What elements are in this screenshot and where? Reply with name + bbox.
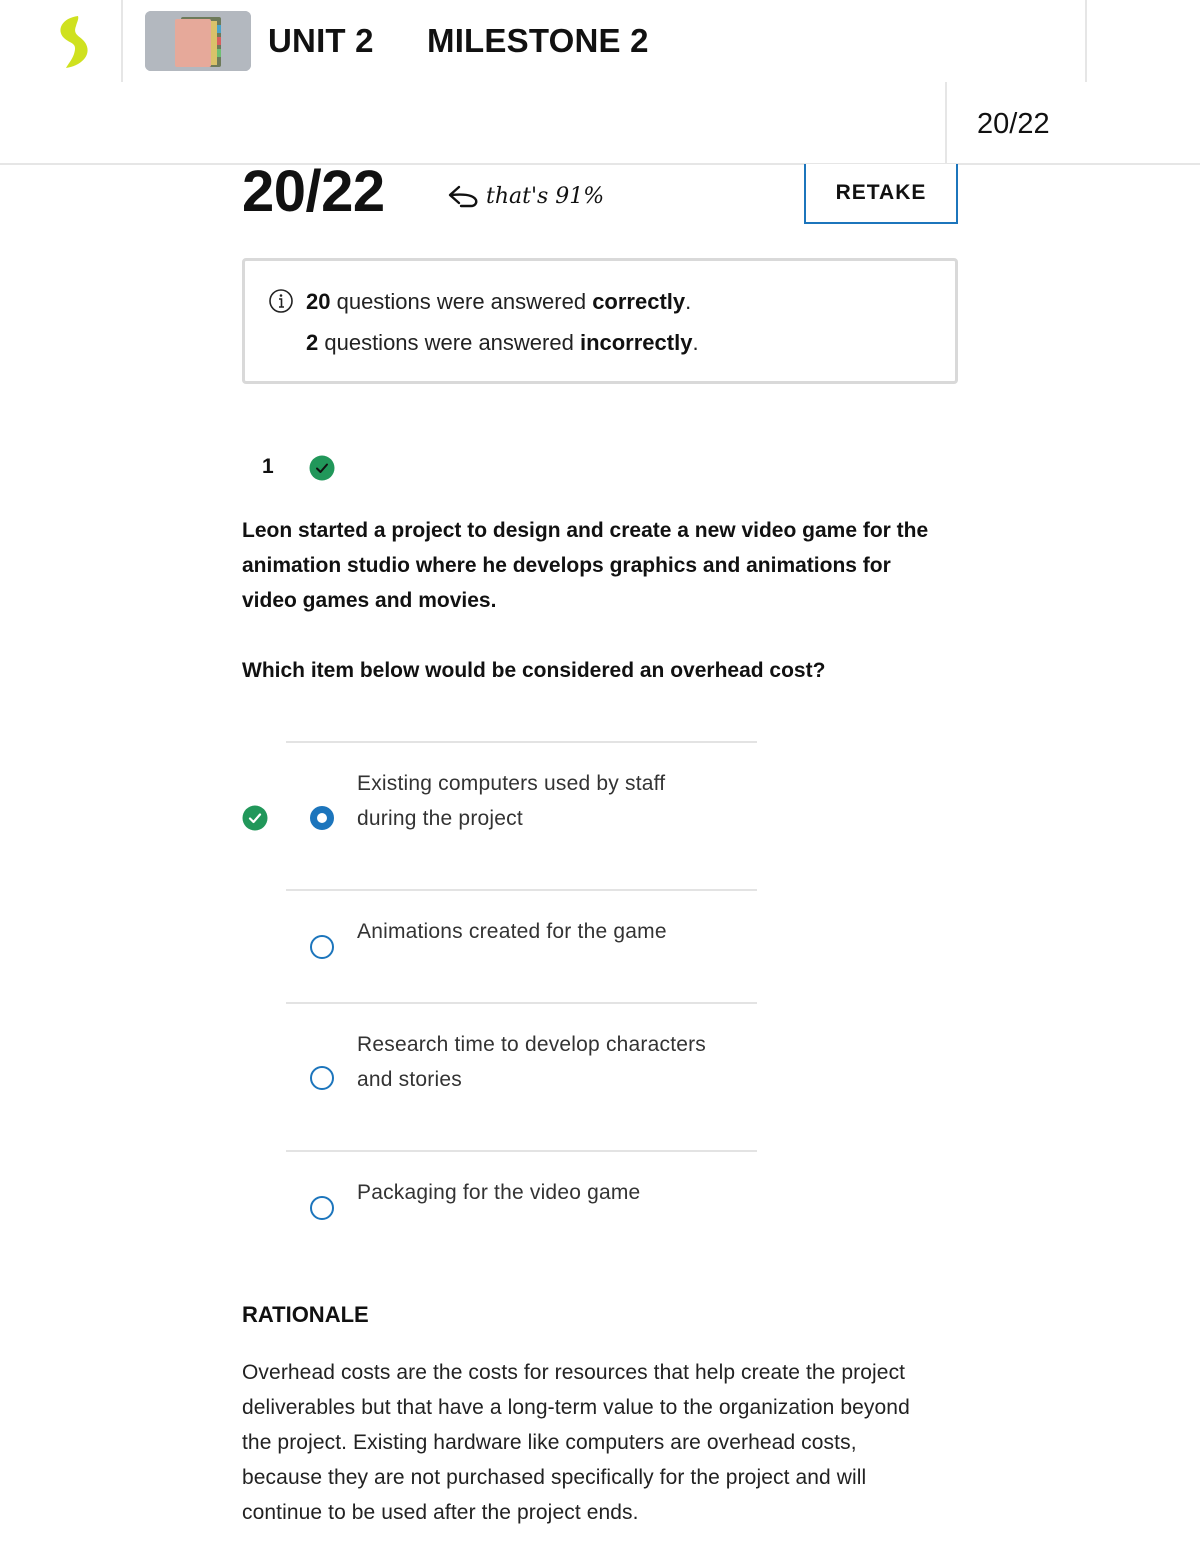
results-summary-box [242, 258, 958, 384]
header-divider [121, 0, 123, 82]
option-radio[interactable] [310, 1196, 334, 1220]
option-label[interactable]: Packaging for the video game [357, 1181, 641, 1204]
milestone-title: MILESTONE 2 [427, 22, 649, 59]
sophia-logo-icon[interactable] [52, 14, 100, 70]
summary-incorrect-line [306, 330, 699, 356]
option-radio-selected[interactable] [310, 806, 334, 830]
summary-period: . [692, 330, 699, 355]
option-divider [286, 889, 757, 891]
question-prompt: Leon started a project to design and create a new video game for the animation studio where he develops graphics and animations for video games and movies. [242, 519, 929, 612]
correct-count: 20 [306, 289, 331, 314]
option-divider [286, 1002, 757, 1004]
option-label[interactable]: Animations created for the game [357, 920, 667, 943]
summary-text: questions were answered [330, 289, 593, 314]
summary-text: questions were answered [318, 330, 580, 355]
header-bottom-divider [0, 163, 1200, 165]
header-divider [1085, 0, 1087, 82]
score-indicator: 20/22 [977, 108, 1050, 140]
option-label[interactable]: Research time to develop characters and stories [357, 1033, 706, 1091]
option-radio[interactable] [310, 1066, 334, 1090]
option-divider [286, 741, 757, 743]
correct-word: correctly [592, 289, 686, 314]
retake-button[interactable]: RETAKE [804, 164, 958, 224]
question-ask: Which item below would be considered an overhead cost? [242, 659, 826, 682]
back-arrow-icon [447, 184, 479, 210]
info-circle-icon [268, 288, 294, 314]
summary-period: . [685, 289, 692, 314]
incorrect-word: incorrectly [579, 330, 693, 355]
incorrect-count: 2 [306, 330, 319, 355]
option-divider [286, 1150, 757, 1152]
course-thumbnail-icon [145, 11, 251, 71]
score-value: 20/22 [242, 159, 385, 224]
check-circle-icon [242, 805, 268, 831]
question-number: 1 [262, 455, 274, 478]
rationale-title: RATIONALE [242, 1302, 369, 1327]
header-divider [945, 82, 947, 164]
option-radio[interactable] [310, 935, 334, 959]
percent-note: that's 91% [486, 184, 605, 209]
check-circle-icon [309, 455, 335, 481]
summary-correct-line [306, 289, 691, 315]
option-label[interactable]: Existing computers used by staff during the project [357, 772, 666, 830]
rationale-text: Overhead costs are the costs for resources that help create the project deliverables but that have a long-term value to the organization beyond the project. Existing hardware like computers are overhead costs, because they are not purchased specifically for the project and will continue to be used after the project ends. [242, 1361, 910, 1524]
unit-title: UNIT 2 [268, 22, 374, 59]
